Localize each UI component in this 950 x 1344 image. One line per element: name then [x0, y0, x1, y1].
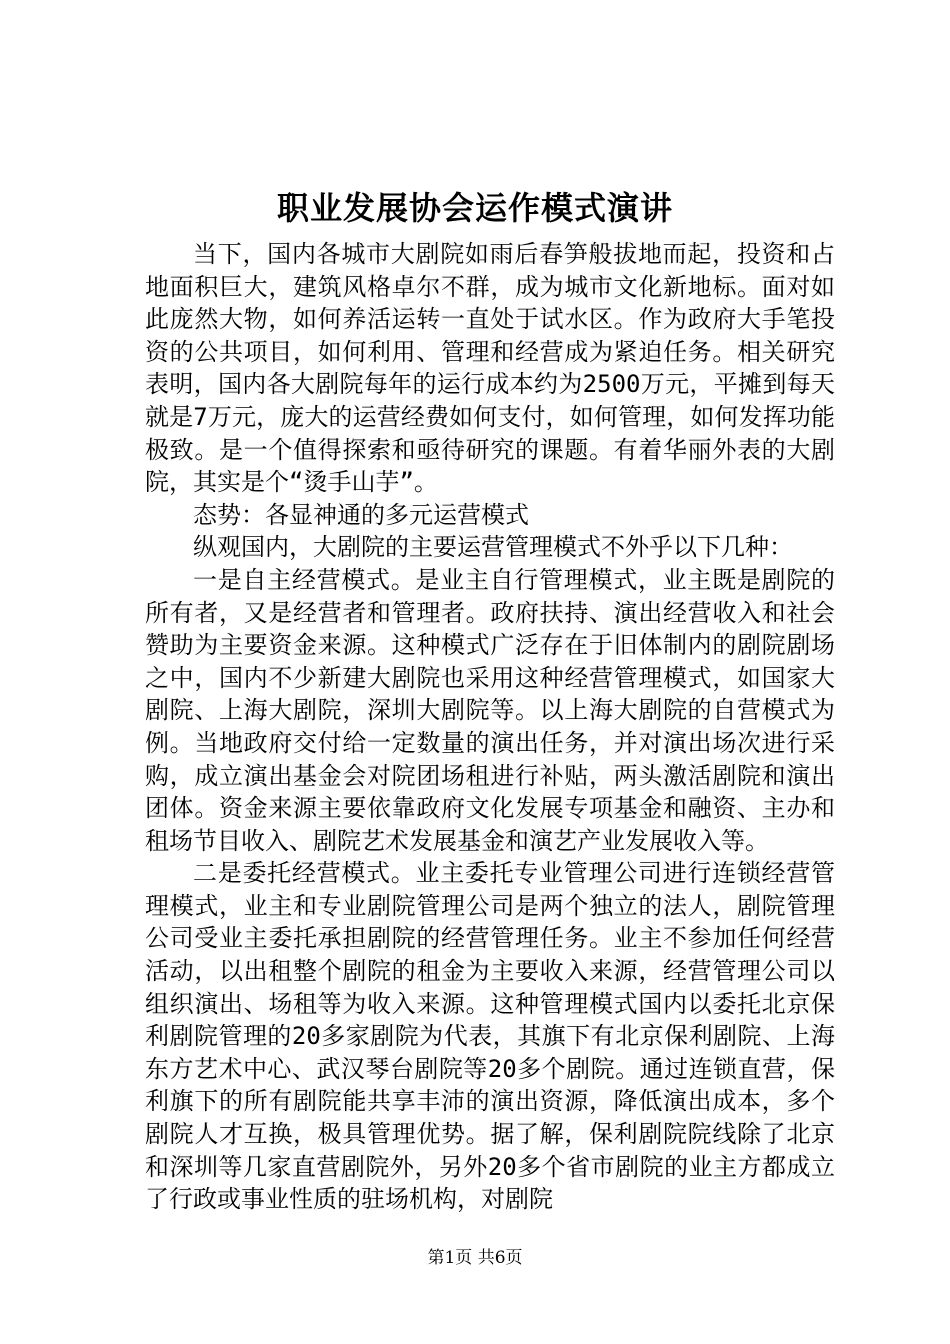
document-body — [145, 238, 835, 1216]
document-title: 职业发展协会运作模式演讲 — [276, 189, 673, 227]
paragraph: 一是自主经营模式。是业主自行管理模式，业主既是剧院的所有者，又是经营者和管理者。政府扶持、演出经营收入和社会赞助为主要资金来源。这种模式广泛存在于旧体制内的剧院剧场之中，国内不少新建大剧院也采用这种经营管理模式，如国家大剧院、上海大剧院，深圳大剧院等。以上海大剧院的自营模式为例。当地政府交付给一定数量的演出任务，并对演出场次进行采购，成立演出基金会对院团场租进行补贴，两头激活剧院和演出团体。资金来源主要依靠政府文化发展专项基金和融资、主办和租场节目收入、剧院艺术发展基金和演艺产业发展收入等。 — [145, 565, 835, 855]
section-heading: 态势：各显神通的多元运营模式 — [193, 500, 529, 529]
paragraph: 当下，国内各城市大剧院如雨后春笋般拔地而起，投资和占地面积巨大，建筑风格卓尔不群，成为城市文化新地标。面对如此庞然大物，如何养活运转一直处于试水区。作为政府大手笔投资的公共项目，如何利用、管理和经营成为紧迫任务。相关研究表明，国内各大剧院每年的运行成本约为2500万元，平摊到每天就是7万元，庞大的运营经费如何支付，如何管理，如何发挥功能极致。是一个值得探索和亟待研究的课题。有着华丽外表的大剧院，其实是个“烫手山芋”。 — [145, 240, 835, 497]
page-number-footer: 第1页 共6页 — [427, 1248, 523, 1268]
paragraph: 纵观国内，大剧院的主要运营管理模式不外乎以下几种： — [193, 533, 793, 562]
paragraph: 二是委托经营模式。业主委托专业管理公司进行连锁经营管理模式，业主和专业剧院管理公司是两个独立的法人，剧院管理公司受业主委托承担剧院的经营管理任务。业主不参加任何经营活动，以出租整个剧院的租金为主要收入来源，经营管理公司以组织演出、场租等为收入来源。这种管理模式国内以委托北京保利剧院管理的20多家剧院为代表，其旗下有北京保利剧院、上海东方艺术中心、武汉琴台剧院等20多个剧院。通过连锁直营，保利旗下的所有剧院能共享丰沛的演出资源，降低演出成本，多个剧院人才互换，极具管理优势。据了解，保利剧院院线除了北京和深圳等几家直营剧院外，另外20多个省市剧院的业主方都成立了行政或事业性质的驻场机构，对剧院 — [145, 859, 835, 1214]
